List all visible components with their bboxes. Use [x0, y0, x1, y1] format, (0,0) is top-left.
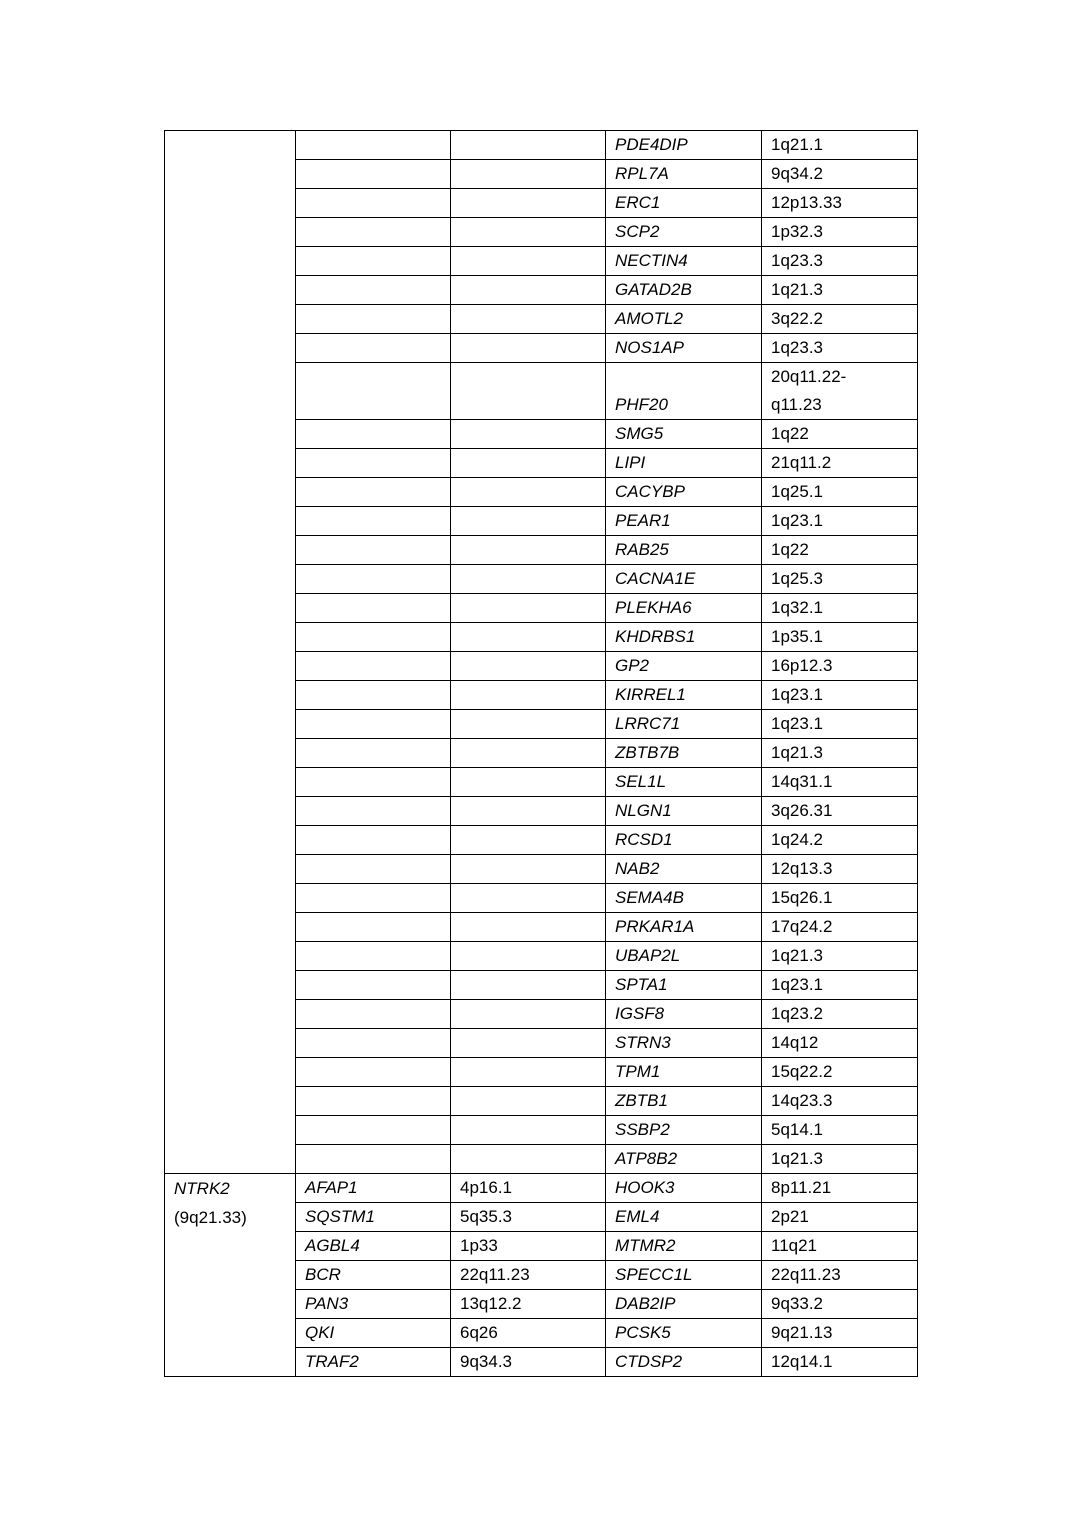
partner2-locus-cell: 3q22.2 — [762, 305, 918, 334]
partner1-gene-cell — [296, 942, 451, 971]
partner1-locus-cell — [451, 623, 606, 652]
partner1-locus-cell — [451, 710, 606, 739]
partner2-gene-cell: HOOK3 — [606, 1174, 762, 1203]
partner1-gene-cell — [296, 594, 451, 623]
partner1-gene-cell: SQSTM1 — [296, 1203, 451, 1232]
partner1-locus-cell — [451, 942, 606, 971]
partner1-locus-cell — [451, 1000, 606, 1029]
partner2-locus-cell: 14q31.1 — [762, 768, 918, 797]
locus-line-2: q11.23 — [771, 395, 822, 414]
partner1-gene-cell — [296, 1000, 451, 1029]
partner2-locus-cell: 1q23.1 — [762, 681, 918, 710]
table-row — [165, 131, 918, 160]
partner1-gene-cell — [296, 826, 451, 855]
gene-fusion-table — [164, 130, 918, 1377]
partner1-gene-cell: AGBL4 — [296, 1232, 451, 1261]
partner2-locus-cell: 3q26.31 — [762, 797, 918, 826]
partner1-gene-cell: AFAP1 — [296, 1174, 451, 1203]
locus-line-1: 20q11.22- — [771, 367, 847, 386]
partner1-locus-cell — [451, 1058, 606, 1087]
partner2-gene-cell: GATAD2B — [606, 276, 762, 305]
partner2-locus-cell: 1q23.3 — [762, 247, 918, 276]
partner1-locus-cell — [451, 1029, 606, 1058]
partner2-gene-cell: PDE4DIP — [606, 131, 762, 160]
partner2-gene-cell: SMG5 — [606, 420, 762, 449]
partner1-locus-cell: 22q11.23 — [451, 1261, 606, 1290]
partner1-gene-cell — [296, 739, 451, 768]
partner2-gene-cell: SEMA4B — [606, 884, 762, 913]
partner1-gene-cell: QKI — [296, 1319, 451, 1348]
partner2-gene-cell: IGSF8 — [606, 1000, 762, 1029]
partner2-gene-cell: SEL1L — [606, 768, 762, 797]
partner2-locus-cell: 5q14.1 — [762, 1116, 918, 1145]
partner1-gene-cell — [296, 131, 451, 160]
partner1-gene-cell — [296, 1087, 451, 1116]
partner1-gene-cell — [296, 160, 451, 189]
partner2-locus-cell: 12p13.33 — [762, 189, 918, 218]
partner2-locus-cell: 1q23.1 — [762, 710, 918, 739]
partner1-locus-cell — [451, 681, 606, 710]
partner1-gene-cell — [296, 276, 451, 305]
partner1-locus-cell — [451, 334, 606, 363]
partner2-gene-cell: ZBTB1 — [606, 1087, 762, 1116]
partner1-gene-cell — [296, 420, 451, 449]
partner1-locus-cell — [451, 420, 606, 449]
partner2-locus-cell: 1q21.3 — [762, 276, 918, 305]
partner1-gene-cell — [296, 449, 451, 478]
partner1-locus-cell — [451, 565, 606, 594]
partner2-locus-cell: 14q12 — [762, 1029, 918, 1058]
partner1-gene-cell — [296, 565, 451, 594]
partner2-locus-cell: 1q22 — [762, 536, 918, 565]
partner2-locus-cell: 1q25.1 — [762, 478, 918, 507]
partner1-gene-cell — [296, 652, 451, 681]
partner1-gene-cell — [296, 247, 451, 276]
partner1-gene-cell — [296, 913, 451, 942]
partner2-locus-cell: 1q25.3 — [762, 565, 918, 594]
partner1-locus-cell — [451, 739, 606, 768]
partner1-locus-cell — [451, 536, 606, 565]
partner1-locus-cell — [451, 363, 606, 420]
partner2-locus-cell: 16p12.3 — [762, 652, 918, 681]
partner1-gene-cell: TRAF2 — [296, 1348, 451, 1377]
partner1-gene-cell: BCR — [296, 1261, 451, 1290]
partner2-gene-cell: LRRC71 — [606, 710, 762, 739]
partner1-locus-cell — [451, 189, 606, 218]
partner2-gene-cell: UBAP2L — [606, 942, 762, 971]
partner1-gene-cell — [296, 623, 451, 652]
partner2-locus-cell: 1p32.3 — [762, 218, 918, 247]
partner2-locus-cell: 9q33.2 — [762, 1290, 918, 1319]
partner2-locus-cell: 1q21.3 — [762, 942, 918, 971]
partner1-locus-cell: 4p16.1 — [451, 1174, 606, 1203]
partner2-gene-cell: NOS1AP — [606, 334, 762, 363]
partner2-locus-cell: 11q21 — [762, 1232, 918, 1261]
partner2-locus-cell: 1q21.3 — [762, 739, 918, 768]
partner2-gene-cell: SPTA1 — [606, 971, 762, 1000]
partner2-gene-cell: TPM1 — [606, 1058, 762, 1087]
partner2-locus-cell: 21q11.2 — [762, 449, 918, 478]
partner1-locus-cell — [451, 131, 606, 160]
partner2-gene-cell: PHF20 — [606, 363, 762, 420]
partner2-locus-cell: 1q23.2 — [762, 1000, 918, 1029]
partner1-locus-cell — [451, 594, 606, 623]
partner1-locus-cell — [451, 449, 606, 478]
partner1-gene-cell — [296, 189, 451, 218]
partner1-locus-cell — [451, 1087, 606, 1116]
partner2-locus-cell: 1q23.3 — [762, 334, 918, 363]
partner2-gene-cell: GP2 — [606, 652, 762, 681]
partner2-gene-cell: LIPI — [606, 449, 762, 478]
partner2-gene-cell: EML4 — [606, 1203, 762, 1232]
kinase-gene-name: NTRK2 — [174, 1179, 230, 1198]
partner1-locus-cell — [451, 305, 606, 334]
partner2-gene-cell: CTDSP2 — [606, 1348, 762, 1377]
partner2-locus-cell: 15q22.2 — [762, 1058, 918, 1087]
partner1-locus-cell: 6q26 — [451, 1319, 606, 1348]
partner1-gene-cell — [296, 334, 451, 363]
partner1-locus-cell — [451, 855, 606, 884]
partner2-gene-cell: SCP2 — [606, 218, 762, 247]
partner1-gene-cell — [296, 710, 451, 739]
partner2-gene-cell: PRKAR1A — [606, 913, 762, 942]
partner2-gene-cell: ATP8B2 — [606, 1145, 762, 1174]
partner2-gene-cell: KIRREL1 — [606, 681, 762, 710]
partner2-locus-cell: 1q21.1 — [762, 131, 918, 160]
partner2-locus-cell: 22q11.23 — [762, 1261, 918, 1290]
partner1-gene-cell — [296, 478, 451, 507]
partner1-gene-cell — [296, 218, 451, 247]
partner2-locus-cell: 1q22 — [762, 420, 918, 449]
partner2-locus-cell: 1p35.1 — [762, 623, 918, 652]
partner1-locus-cell — [451, 971, 606, 1000]
group-cell-continued — [165, 131, 296, 1174]
partner2-gene-cell: DAB2IP — [606, 1290, 762, 1319]
partner2-gene-cell: CACYBP — [606, 478, 762, 507]
partner2-gene-cell: SSBP2 — [606, 1116, 762, 1145]
partner2-gene-cell: PEAR1 — [606, 507, 762, 536]
partner1-gene-cell — [296, 884, 451, 913]
partner1-locus-cell: 9q34.3 — [451, 1348, 606, 1377]
partner1-gene-cell — [296, 1029, 451, 1058]
partner1-gene-cell — [296, 971, 451, 1000]
partner2-gene-cell: ZBTB7B — [606, 739, 762, 768]
partner1-locus-cell — [451, 507, 606, 536]
partner1-gene-cell — [296, 768, 451, 797]
partner1-gene-cell — [296, 305, 451, 334]
partner1-gene-cell — [296, 507, 451, 536]
partner2-locus-cell: 9q21.13 — [762, 1319, 918, 1348]
partner1-locus-cell — [451, 478, 606, 507]
partner2-locus-cell: 12q14.1 — [762, 1348, 918, 1377]
partner1-locus-cell — [451, 160, 606, 189]
partner1-locus-cell — [451, 797, 606, 826]
partner2-locus-cell: 14q23.3 — [762, 1087, 918, 1116]
partner2-gene-cell: AMOTL2 — [606, 305, 762, 334]
partner2-gene-cell: PCSK5 — [606, 1319, 762, 1348]
partner2-gene-cell: CACNA1E — [606, 565, 762, 594]
partner2-locus-cell: 1q23.1 — [762, 507, 918, 536]
partner1-gene-cell — [296, 536, 451, 565]
partner2-gene-cell: ERC1 — [606, 189, 762, 218]
partner1-gene-cell — [296, 1058, 451, 1087]
partner1-locus-cell: 5q35.3 — [451, 1203, 606, 1232]
partner2-locus-cell: 17q24.2 — [762, 913, 918, 942]
partner1-gene-cell — [296, 855, 451, 884]
partner2-gene-cell: MTMR2 — [606, 1232, 762, 1261]
partner1-locus-cell — [451, 652, 606, 681]
kinase-group-cell — [165, 1174, 296, 1377]
partner1-gene-cell — [296, 1145, 451, 1174]
partner2-gene-cell: STRN3 — [606, 1029, 762, 1058]
partner1-gene-cell — [296, 363, 451, 420]
partner2-gene-cell: NECTIN4 — [606, 247, 762, 276]
partner2-gene-cell: KHDRBS1 — [606, 623, 762, 652]
partner1-locus-cell — [451, 826, 606, 855]
partner1-locus-cell — [451, 1116, 606, 1145]
partner1-gene-cell — [296, 681, 451, 710]
partner2-locus-cell — [762, 363, 918, 420]
partner2-locus-cell: 1q24.2 — [762, 826, 918, 855]
partner1-locus-cell: 13q12.2 — [451, 1290, 606, 1319]
partner2-locus-cell: 8p11.21 — [762, 1174, 918, 1203]
partner1-locus-cell: 1p33 — [451, 1232, 606, 1261]
partner2-locus-cell: 1q21.3 — [762, 1145, 918, 1174]
partner1-locus-cell — [451, 768, 606, 797]
partner1-locus-cell — [451, 247, 606, 276]
partner2-gene-cell: RPL7A — [606, 160, 762, 189]
partner1-gene-cell: PAN3 — [296, 1290, 451, 1319]
partner2-gene-cell: PLEKHA6 — [606, 594, 762, 623]
partner1-locus-cell — [451, 276, 606, 305]
partner1-gene-cell — [296, 1116, 451, 1145]
kinase-locus: (9q21.33) — [174, 1208, 247, 1227]
partner1-locus-cell — [451, 1145, 606, 1174]
partner2-locus-cell: 9q34.2 — [762, 160, 918, 189]
partner2-locus-cell: 2p21 — [762, 1203, 918, 1232]
partner2-gene-cell: SPECC1L — [606, 1261, 762, 1290]
partner1-gene-cell — [296, 797, 451, 826]
partner2-gene-cell: RCSD1 — [606, 826, 762, 855]
partner2-locus-cell: 15q26.1 — [762, 884, 918, 913]
partner1-locus-cell — [451, 884, 606, 913]
partner2-locus-cell: 1q23.1 — [762, 971, 918, 1000]
partner2-locus-cell: 1q32.1 — [762, 594, 918, 623]
partner1-locus-cell — [451, 218, 606, 247]
table-row — [165, 1174, 918, 1203]
partner2-gene-cell: NAB2 — [606, 855, 762, 884]
partner1-locus-cell — [451, 913, 606, 942]
partner2-locus-cell: 12q13.3 — [762, 855, 918, 884]
partner2-gene-cell: RAB25 — [606, 536, 762, 565]
partner2-gene-cell: NLGN1 — [606, 797, 762, 826]
